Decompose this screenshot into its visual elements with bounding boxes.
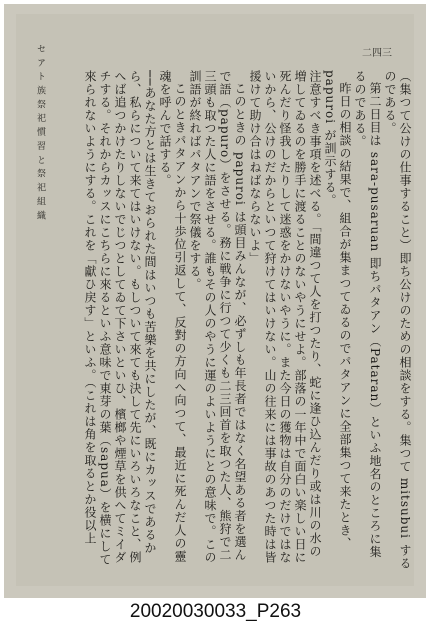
scanned-page	[4, 4, 426, 598]
paragraph: 昨日の相談の結果で、組合が集まつてゐるのでパタアンに全部集つて来たとき、papuroi が訓示する。	[323, 70, 352, 550]
running-header: セ ア ト 族 祭 祀 慣 習 と 祭 祀 組 織	[35, 44, 45, 221]
body-text	[42, 70, 412, 570]
page-paper	[16, 14, 414, 586]
paragraph: 注意すべき事項を述べる。「間違つて人を打つたり、蛇に逢ひ込んだり或は川の水の増してゐるのを勝手に渡ることのないやうにせよ。部落の一年中で面白い楽しい日に死んだり怪我したりして迷惑をかけないやうに。また今日の獲物は自分のだけではないから、公けのだからといつて狩けてはいけない。山の往来には事故のあつた時は皆援けて助け合はねばならないよ」	[248, 70, 322, 564]
paragraph: このときパタアンから十歩位引返して、反對の方向へ向つて、最近に死んだ人の靈魂を呼んで話する。	[158, 70, 187, 563]
paragraph: このときの papuroi は頭目みんなが、必ずしも年長者ではなく名望ある者を選んで語（papuro）をさせる。務に戦争に行つて少くも二三回首を取つた人、熊狩で二三頭も取つた人に語をさせる。誰もその人のやうに運のよいようにとの意味で。この訓語が終ればパタアンで祭儀をする。	[188, 70, 247, 564]
page-number: 二四三	[362, 48, 392, 59]
paragraph: ──あなた方とは生きておられた間はいつも苦樂を共にしたが、既にカッスであるから、私らについて来てはいけない。もしついて來ても決して先にいろいろなこと、例へば追つかけたりしないでじつとしてゐて下さいといひ、檳榔や煙草を供へてミイダチする。それからカッスにこちらに來るといふ意味で東芽の葉（sapua）を横にして來られないようにする。これを「獻ひ戻す」といふ。（これは角を取るとか役以上	[83, 70, 157, 566]
image-caption: 20020030033_P263	[129, 601, 302, 622]
paragraph: 第二日目は sara-pusaruan 即ちパタアン（Pataran）といふ地名のところに集るのである。	[353, 70, 382, 559]
paragraph: （集つて公けの仕事すること）即ち公けのための相談をする。集つて mitsubui するのである。	[383, 70, 412, 570]
